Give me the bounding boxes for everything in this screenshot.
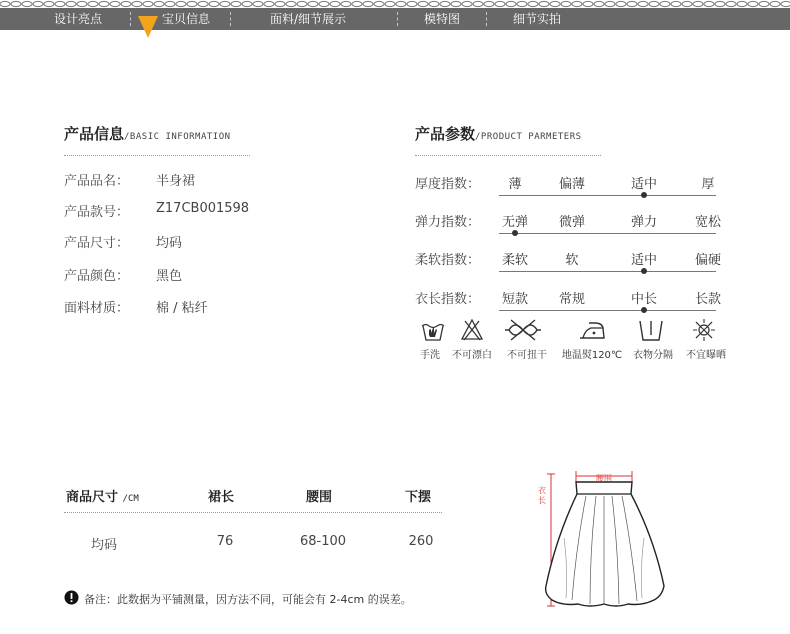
param-selected-dot xyxy=(512,230,518,236)
param-label: 衣长指数： xyxy=(415,292,481,307)
care-instructions xyxy=(415,318,730,364)
nav-item-design-highlights[interactable]: 设计亮点 xyxy=(54,12,103,26)
separate-wash-icon xyxy=(637,318,665,342)
product-info-heading: 产品信息/BASIC INFORMATION xyxy=(64,125,231,143)
product-params-subheading: /PRODUCT PARMETERS xyxy=(475,132,582,142)
info-value-color: 黑色 xyxy=(156,269,183,284)
param-option: 厚 xyxy=(701,177,715,192)
no-sun-icon xyxy=(692,318,716,342)
nav-item-fabric-details[interactable]: 面料/细节展示 xyxy=(270,12,347,26)
param-selected-dot xyxy=(641,268,647,274)
param-option: 薄 xyxy=(508,177,522,192)
low-iron-icon xyxy=(577,318,607,342)
length-diagram-label: 衣长 xyxy=(538,486,546,505)
param-scale-line xyxy=(499,195,716,196)
param-option: 宽松 xyxy=(694,215,721,230)
param-label: 弹力指数： xyxy=(415,215,481,230)
param-scale-line xyxy=(499,310,716,311)
param-option: 微弹 xyxy=(558,215,585,230)
product-params-heading: 产品参数/PRODUCT PARMETERS xyxy=(415,125,582,143)
param-option: 中长 xyxy=(630,292,657,307)
info-label-color: 产品颜色： xyxy=(64,269,130,284)
nav-item-product-info[interactable]: 宝贝信息 xyxy=(162,12,211,26)
size-table-cell: 76 xyxy=(216,534,234,549)
care-label-no-wring: 不可扭干 xyxy=(507,350,547,361)
param-option: 常规 xyxy=(558,292,585,307)
care-label-hand-wash: 手洗 xyxy=(420,350,440,361)
param-option: 偏硬 xyxy=(694,253,721,268)
info-label-name: 产品品名： xyxy=(64,174,130,189)
info-label-style-no: 产品款号： xyxy=(64,205,130,220)
nav-separator xyxy=(397,12,398,26)
care-label-separate: 衣物分隔 xyxy=(633,350,673,361)
size-table-header-hem: 下摆 xyxy=(405,490,432,505)
param-selected-dot xyxy=(641,307,647,313)
param-option: 适中 xyxy=(630,253,657,268)
param-scale-line xyxy=(499,233,716,234)
divider xyxy=(64,512,442,513)
param-scale-line xyxy=(499,271,716,272)
param-option: 软 xyxy=(565,253,579,268)
param-selected-dot xyxy=(641,192,647,198)
divider xyxy=(64,155,250,156)
exclamation-icon xyxy=(64,590,79,605)
divider xyxy=(415,155,601,156)
skirt-measurement-diagram xyxy=(524,468,684,614)
care-label-no-sun: 不宜曝晒 xyxy=(686,350,726,361)
info-label-material: 面料材质： xyxy=(64,301,130,316)
info-value-name: 半身裙 xyxy=(156,174,196,189)
param-option: 弹力 xyxy=(630,215,657,230)
hand-wash-icon xyxy=(420,318,446,342)
info-value-style-no: Z17CB001598 xyxy=(156,201,250,216)
nav-item-model-photos[interactable]: 模特图 xyxy=(424,12,461,26)
measurement-note: 备注：此数据为平铺测量，因方法不同，可能会有 2-4cm 的误差。 xyxy=(84,593,412,606)
param-option: 无弹 xyxy=(501,215,528,230)
active-nav-marker-icon xyxy=(138,16,158,38)
size-table-header-size: 商品尺寸 /CM xyxy=(66,490,139,505)
info-label-size: 产品尺寸： xyxy=(64,236,130,251)
info-value-size: 均码 xyxy=(156,236,183,251)
param-option: 适中 xyxy=(630,177,657,192)
waist-diagram-label: 腰围 xyxy=(596,474,612,483)
nav-separator xyxy=(130,12,131,26)
no-wring-icon xyxy=(503,318,543,342)
size-table-cell: 均码 xyxy=(90,538,117,553)
care-label-no-bleach: 不可漂白 xyxy=(452,350,492,361)
size-table-header-length: 裙长 xyxy=(208,490,235,505)
param-label: 厚度指数： xyxy=(415,177,481,192)
product-info-subheading: /BASIC INFORMATION xyxy=(124,132,231,142)
param-option: 长款 xyxy=(694,292,721,307)
size-table-cell: 260 xyxy=(408,534,434,549)
nav-item-detail-photos[interactable]: 细节实拍 xyxy=(513,12,562,26)
nav-separator xyxy=(230,12,231,26)
care-label-low-iron: 地温熨120℃ xyxy=(561,350,623,361)
size-table-header-waist: 腰围 xyxy=(306,490,333,505)
nav-separator xyxy=(486,12,487,26)
param-label: 柔软指数： xyxy=(415,253,481,268)
param-option: 柔软 xyxy=(501,253,528,268)
category-nav-bar xyxy=(0,8,790,30)
param-option: 偏薄 xyxy=(558,177,585,192)
size-table-cell: 68-100 xyxy=(299,534,347,549)
no-bleach-icon xyxy=(460,318,484,342)
info-value-material: 棉 / 粘纤 xyxy=(156,301,208,316)
param-option: 短款 xyxy=(501,292,528,307)
